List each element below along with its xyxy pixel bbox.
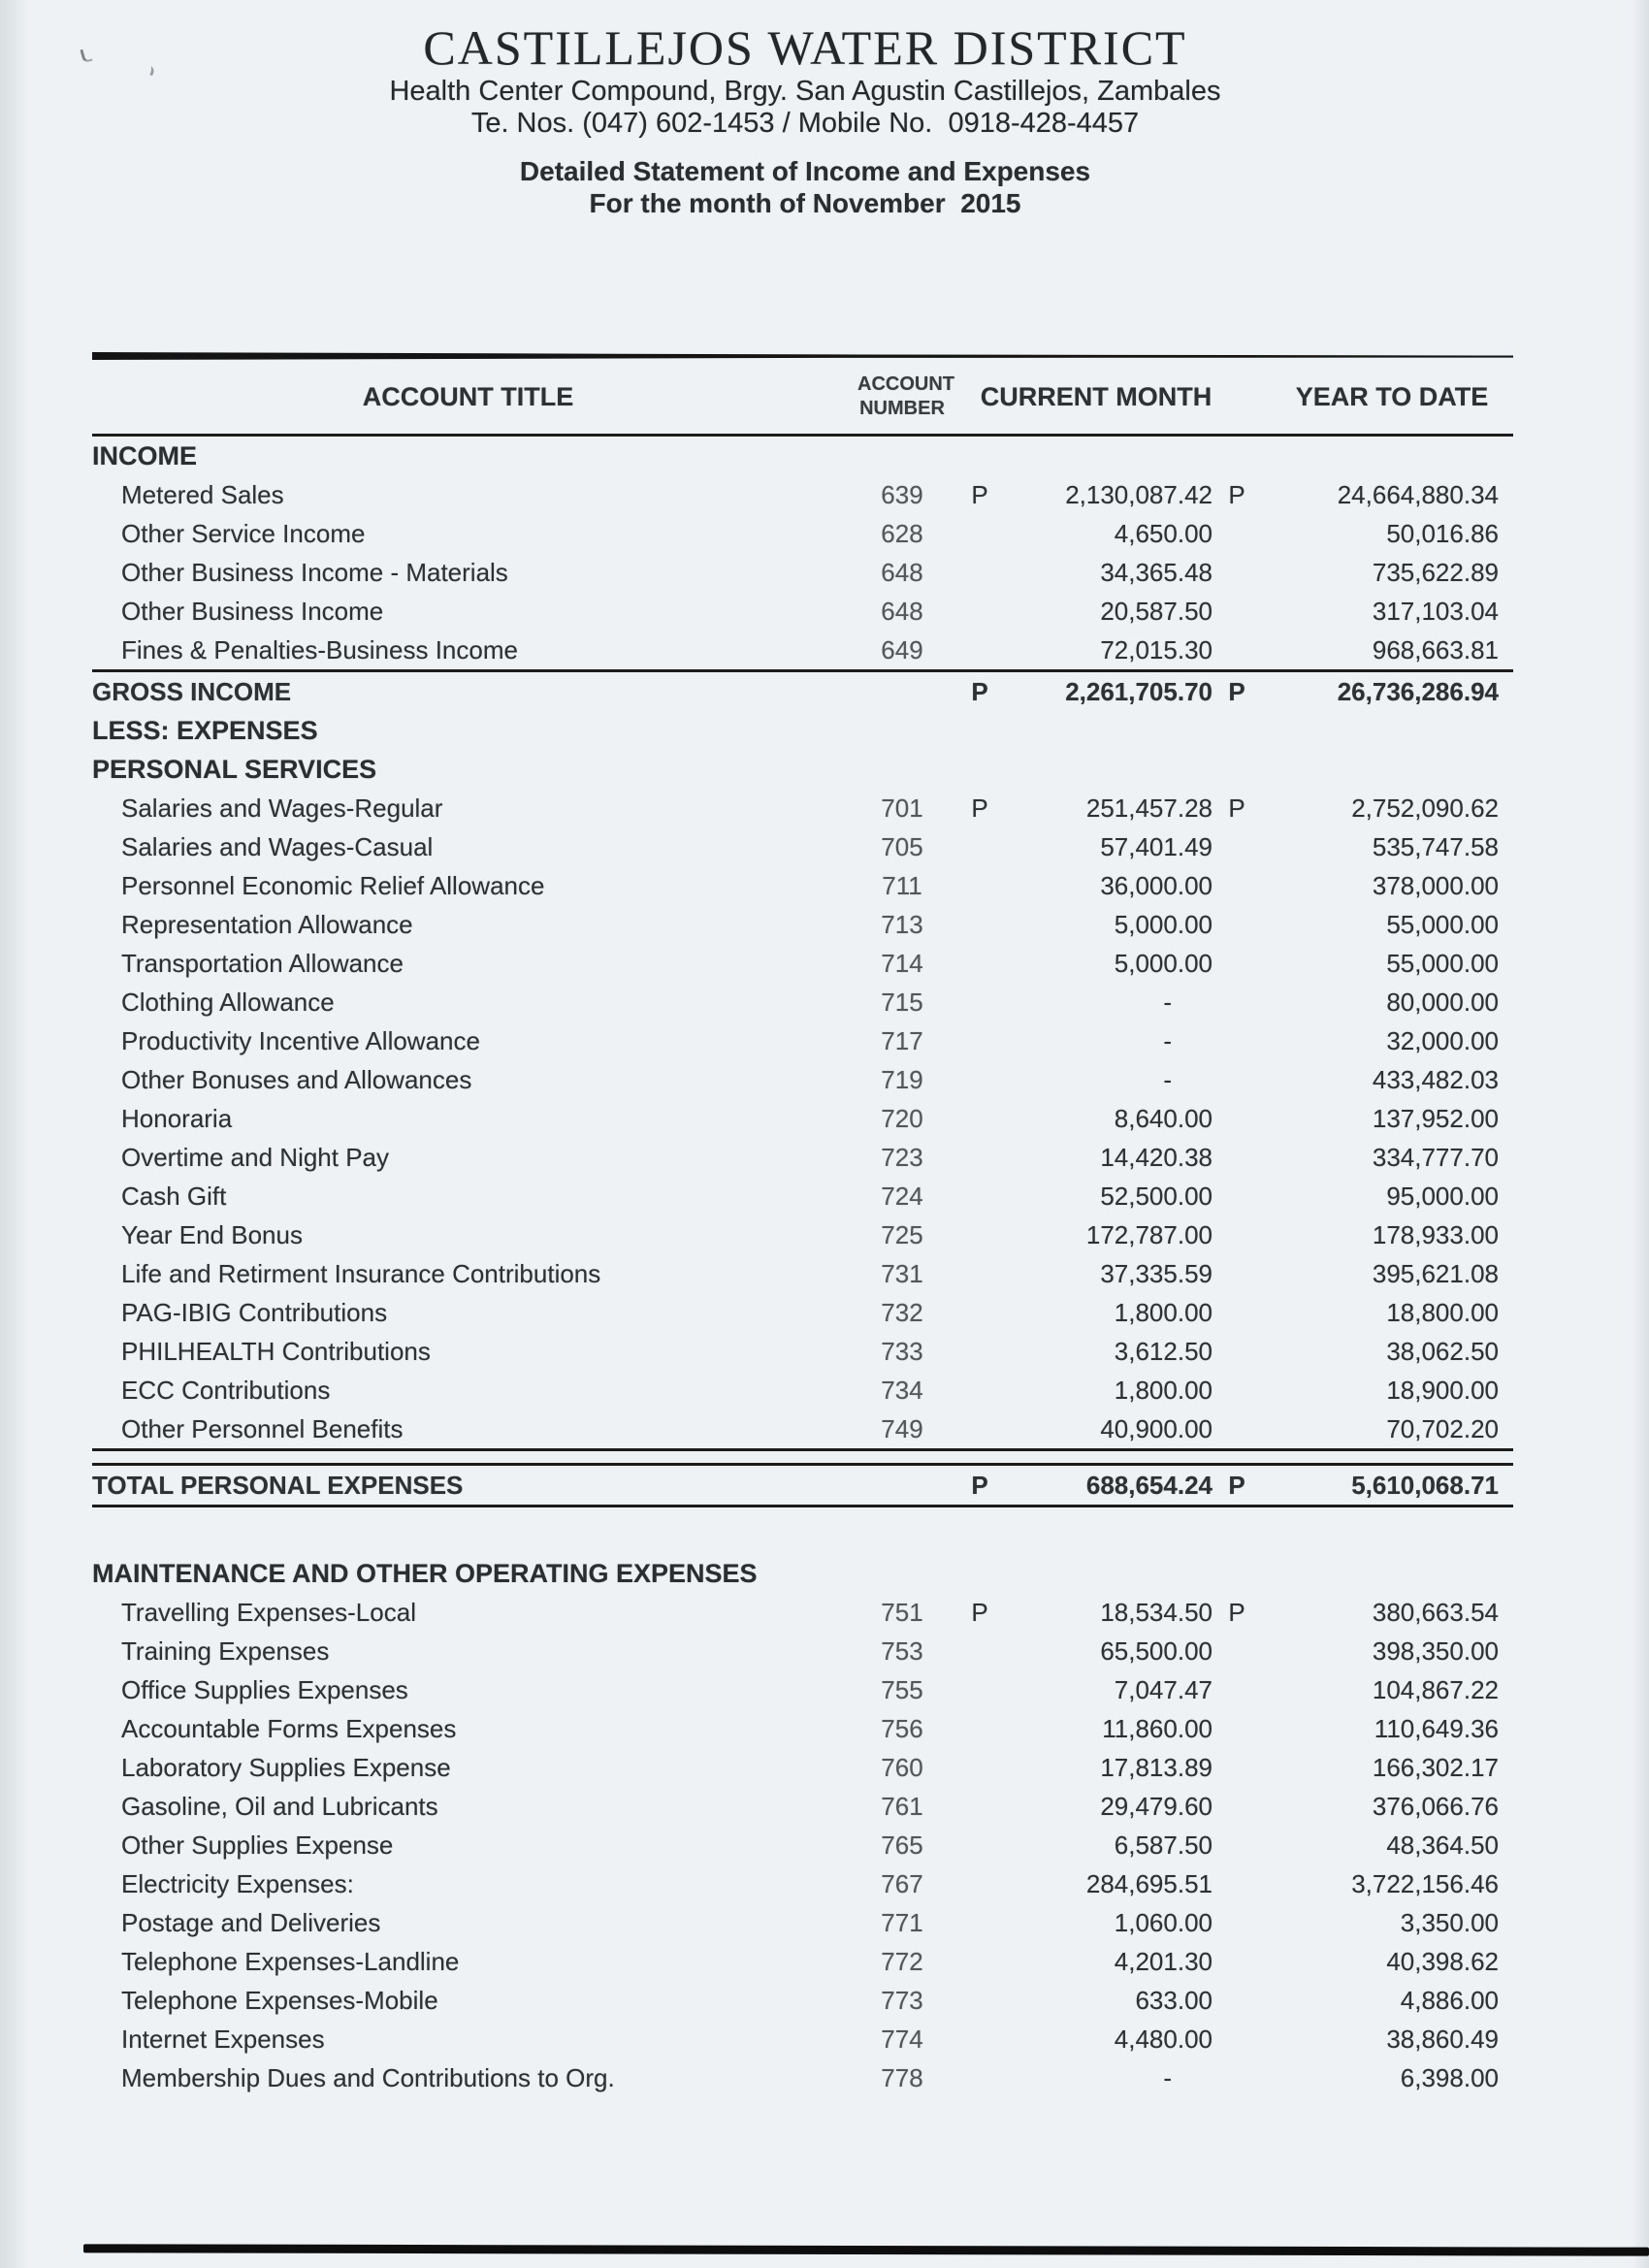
section-row bbox=[92, 711, 1513, 750]
row-account-number: 649 bbox=[881, 634, 923, 664]
row-account-number: 753 bbox=[881, 1636, 923, 1666]
row-account-number: 771 bbox=[881, 1907, 923, 1937]
row-account-number: 734 bbox=[881, 1375, 923, 1405]
year-to-date-value: 18,800.00 bbox=[1386, 1297, 1499, 1327]
table-row bbox=[92, 1942, 1513, 1981]
row-title: Other Supplies Expense bbox=[121, 1830, 394, 1860]
year-to-date-value: 968,663.81 bbox=[1372, 634, 1499, 664]
year-to-date-value: 178,933.00 bbox=[1372, 1219, 1499, 1249]
row-title: GROSS INCOME bbox=[92, 676, 292, 706]
year-to-date-value: 398,350.00 bbox=[1372, 1636, 1499, 1666]
organization-name: CASTILLEJOS WATER DISTRICT bbox=[423, 20, 1187, 75]
row-account-number: 723 bbox=[881, 1142, 923, 1172]
row-account-number: 628 bbox=[881, 518, 923, 548]
row-account-number: 648 bbox=[881, 596, 923, 626]
table-row bbox=[92, 475, 1513, 514]
table-row bbox=[92, 827, 1513, 866]
current-month-value: 633.00 bbox=[1135, 1985, 1212, 2015]
row-account-number: 719 bbox=[881, 1064, 923, 1094]
column-header-year-to-date: YEAR TO DATE bbox=[1295, 381, 1489, 411]
row-title: Other Business Income - Materials bbox=[121, 557, 508, 587]
year-to-date-value: 535,747.58 bbox=[1372, 831, 1499, 861]
year-to-date-value: 24,664,880.34 bbox=[1337, 479, 1499, 509]
row-title: Year End Bonus bbox=[121, 1219, 303, 1249]
statement-table bbox=[92, 352, 1513, 2097]
current-month-value: 34,365.48 bbox=[1100, 557, 1212, 587]
year-to-date-value: 6,398.00 bbox=[1400, 2062, 1499, 2092]
current-month-value: 8,640.00 bbox=[1114, 1103, 1212, 1133]
current-month-value: 36,000.00 bbox=[1100, 870, 1212, 900]
column-header-account-title: ACCOUNT TITLE bbox=[362, 381, 574, 411]
year-to-date-value: 55,000.00 bbox=[1386, 948, 1499, 978]
section-row bbox=[92, 1554, 1513, 1593]
table-row bbox=[92, 983, 1513, 1021]
scan-edge-shadow-right bbox=[1632, 0, 1649, 2268]
row-account-number: 760 bbox=[881, 1752, 923, 1782]
row-title: Productivity Incentive Allowance bbox=[121, 1025, 480, 1055]
year-to-date-value: 166,302.17 bbox=[1372, 1752, 1499, 1782]
row-title: Salaries and Wages-Regular bbox=[121, 793, 443, 823]
current-month-value: 251,457.28 bbox=[1085, 793, 1212, 823]
current-month-value: 18,534.50 bbox=[1100, 1597, 1212, 1627]
table-row bbox=[92, 514, 1513, 553]
year-to-date-value: 317,103.04 bbox=[1372, 596, 1499, 626]
year-to-date-value: 110,649.36 bbox=[1374, 1713, 1499, 1743]
year-to-date-value: 378,000.00 bbox=[1372, 870, 1499, 900]
table-row bbox=[92, 905, 1513, 944]
row-account-number: 756 bbox=[881, 1713, 923, 1743]
table-row bbox=[92, 631, 1513, 669]
row-account-number: 755 bbox=[881, 1674, 923, 1704]
year-to-date-value: 380,663.54 bbox=[1372, 1597, 1499, 1627]
row-title: Other Personnel Benefits bbox=[121, 1413, 404, 1443]
row-account-number: 749 bbox=[881, 1413, 923, 1443]
year-to-date-value: 70,702.20 bbox=[1386, 1413, 1499, 1443]
table-row bbox=[92, 1903, 1513, 1942]
currency-symbol: P bbox=[971, 1470, 988, 1500]
table-row bbox=[92, 1670, 1513, 1709]
row-title: Clothing Allowance bbox=[121, 987, 335, 1017]
row-title: Other Business Income bbox=[121, 596, 384, 626]
row-account-number: 767 bbox=[881, 1868, 923, 1898]
year-to-date-value: 38,860.49 bbox=[1386, 2024, 1499, 2054]
row-title: MAINTENANCE AND OTHER OPERATING EXPENSES bbox=[92, 1558, 758, 1588]
table-row bbox=[92, 1060, 1513, 1099]
table-row bbox=[92, 1099, 1513, 1138]
statement-rows bbox=[92, 437, 1513, 2097]
year-to-date-value: 3,722,156.46 bbox=[1351, 1868, 1499, 1898]
current-month-value: 14,420.38 bbox=[1100, 1142, 1212, 1172]
current-month-value: 284,695.51 bbox=[1085, 1868, 1212, 1898]
year-to-date-value: 80,000.00 bbox=[1386, 987, 1499, 1017]
row-title: Life and Retirment Insurance Contributions bbox=[121, 1258, 601, 1288]
table-row bbox=[92, 944, 1513, 983]
current-month-value: 4,480.00 bbox=[1114, 2024, 1212, 2054]
table-row bbox=[92, 1021, 1513, 1060]
year-to-date-value: 334,777.70 bbox=[1372, 1142, 1499, 1172]
table-top-border bbox=[92, 352, 1513, 360]
year-to-date-value: 4,886.00 bbox=[1400, 1985, 1499, 2015]
table-row bbox=[92, 2020, 1513, 2058]
row-account-number: 701 bbox=[881, 793, 923, 823]
row-title: LESS: EXPENSES bbox=[92, 715, 318, 745]
table-row bbox=[92, 1826, 1513, 1864]
row-title: ECC Contributions bbox=[121, 1375, 331, 1405]
currency-symbol: P bbox=[971, 676, 988, 706]
row-title: Overtime and Night Pay bbox=[121, 1142, 390, 1172]
currency-symbol: P bbox=[1228, 1597, 1245, 1627]
table-row bbox=[92, 553, 1513, 592]
row-account-number: 761 bbox=[881, 1791, 923, 1821]
year-to-date-value: 433,482.03 bbox=[1372, 1064, 1499, 1094]
table-row bbox=[92, 1177, 1513, 1215]
table-row bbox=[92, 592, 1513, 631]
table-row bbox=[92, 1981, 1513, 2020]
currency-symbol: P bbox=[1228, 793, 1245, 823]
current-month-value: 2,261,705.70 bbox=[1065, 676, 1212, 706]
year-to-date-value: 38,062.50 bbox=[1386, 1336, 1499, 1366]
table-row bbox=[92, 1709, 1513, 1748]
current-month-value: 4,201.30 bbox=[1114, 1946, 1212, 1976]
table-row bbox=[92, 1748, 1513, 1787]
table-header bbox=[92, 360, 1513, 434]
organization-contact: Te. Nos. (047) 602-1453 / Mobile No. 0918-428-4457 bbox=[470, 108, 1140, 139]
current-month-value: 7,047.47 bbox=[1114, 1674, 1212, 1704]
document-title: Detailed Statement of Income and Expenses bbox=[519, 156, 1091, 186]
current-month-value: 1,800.00 bbox=[1114, 1375, 1212, 1405]
current-month-value: 11,860.00 bbox=[1102, 1713, 1212, 1743]
currency-symbol: P bbox=[1228, 1470, 1245, 1500]
currency-symbol: P bbox=[1228, 676, 1245, 706]
year-to-date-value: 55,000.00 bbox=[1386, 909, 1499, 939]
row-account-number: 724 bbox=[881, 1181, 923, 1211]
table-double-rule bbox=[92, 1448, 1513, 1466]
table-row bbox=[92, 1787, 1513, 1826]
table-row bbox=[92, 1254, 1513, 1293]
row-title: Cash Gift bbox=[121, 1181, 227, 1211]
current-month-value: 3,612.50 bbox=[1114, 1336, 1212, 1366]
row-account-number: 751 bbox=[881, 1597, 923, 1627]
currency-symbol: P bbox=[971, 479, 988, 509]
current-month-value: 1,800.00 bbox=[1114, 1297, 1212, 1327]
current-month-value: 4,650.00 bbox=[1114, 518, 1212, 548]
table-row bbox=[92, 1409, 1513, 1448]
table-row bbox=[92, 789, 1513, 827]
year-to-date-value: 18,900.00 bbox=[1386, 1375, 1499, 1405]
row-account-number: 725 bbox=[881, 1219, 923, 1249]
year-to-date-value: 5,610,068.71 bbox=[1351, 1470, 1499, 1500]
column-header-current-month: CURRENT MONTH bbox=[980, 381, 1212, 411]
row-account-number: 772 bbox=[881, 1946, 923, 1976]
row-title: PAG-IBIG Contributions bbox=[121, 1297, 388, 1327]
year-to-date-value: 376,066.76 bbox=[1372, 1791, 1499, 1821]
current-month-value: 172,787.00 bbox=[1085, 1219, 1212, 1249]
year-to-date-value: 3,350.00 bbox=[1400, 1907, 1499, 1937]
row-title: Transportation Allowance bbox=[121, 948, 404, 978]
current-month-value: 20,587.50 bbox=[1100, 596, 1212, 626]
row-title: PERSONAL SERVICES bbox=[92, 754, 377, 784]
row-account-number: 705 bbox=[881, 831, 923, 861]
currency-symbol: P bbox=[971, 793, 988, 823]
current-month-value: 6,587.50 bbox=[1114, 1830, 1212, 1860]
table-row bbox=[92, 2058, 1513, 2097]
row-title: Other Service Income bbox=[121, 518, 366, 548]
row-title: INCOME bbox=[92, 440, 197, 470]
table-row bbox=[92, 1138, 1513, 1177]
row-account-number: 765 bbox=[881, 1830, 923, 1860]
year-to-date-value: 2,752,090.62 bbox=[1351, 793, 1499, 823]
row-title: Telephone Expenses-Mobile bbox=[121, 1985, 438, 2015]
row-title: Training Expenses bbox=[121, 1636, 330, 1666]
row-account-number: 717 bbox=[881, 1025, 923, 1055]
row-account-number: 733 bbox=[881, 1336, 923, 1366]
column-header-account-number: ACCOUNT NUMBER bbox=[857, 373, 954, 419]
row-account-number: 639 bbox=[881, 479, 923, 509]
current-month-value: 52,500.00 bbox=[1100, 1181, 1212, 1211]
currency-symbol: P bbox=[1228, 479, 1245, 509]
row-title: Travelling Expenses-Local bbox=[121, 1597, 416, 1627]
current-month-value: 29,479.60 bbox=[1100, 1791, 1212, 1821]
row-title: Internet Expenses bbox=[121, 2024, 325, 2054]
current-month-value: 2,130,087.42 bbox=[1065, 479, 1212, 509]
table-row bbox=[92, 1864, 1513, 1903]
year-to-date-value: 26,736,286.94 bbox=[1337, 676, 1499, 706]
row-title: Telephone Expenses-Landline bbox=[121, 1946, 460, 1976]
table-row bbox=[92, 1293, 1513, 1332]
table-row bbox=[92, 1593, 1513, 1632]
year-to-date-value: 32,000.00 bbox=[1386, 1025, 1499, 1055]
year-to-date-value: 137,952.00 bbox=[1372, 1103, 1499, 1133]
current-month-value: 688,654.24 bbox=[1085, 1470, 1212, 1500]
document-period: For the month of November 2015 bbox=[589, 188, 1021, 218]
year-to-date-value: 735,622.89 bbox=[1372, 557, 1499, 587]
row-title: Electricity Expenses: bbox=[121, 1868, 354, 1898]
row-title: Fines & Penalties-Business Income bbox=[121, 634, 518, 664]
year-to-date-value: 395,621.08 bbox=[1372, 1258, 1499, 1288]
scan-edge-shadow-left bbox=[0, 0, 29, 2268]
table-spacer bbox=[92, 1507, 1513, 1554]
year-to-date-value: 40,398.62 bbox=[1386, 1946, 1499, 1976]
row-title: PHILHEALTH Contributions bbox=[121, 1336, 431, 1366]
current-month-value: - bbox=[1163, 987, 1172, 1017]
current-month-value: 72,015.30 bbox=[1100, 634, 1212, 664]
table-row bbox=[92, 1632, 1513, 1670]
section-row bbox=[92, 750, 1513, 789]
table-row bbox=[92, 866, 1513, 905]
scan-artifact-line bbox=[83, 2244, 1649, 2255]
row-title: Metered Sales bbox=[121, 479, 284, 509]
year-to-date-value: 104,867.22 bbox=[1372, 1674, 1499, 1704]
organization-address: Health Center Compound, Brgy. San Agustin Castillejos, Zambales bbox=[389, 76, 1221, 107]
table-row bbox=[92, 1371, 1513, 1409]
current-month-value: 5,000.00 bbox=[1114, 909, 1212, 939]
row-account-number: 774 bbox=[881, 2024, 923, 2054]
row-account-number: 778 bbox=[881, 2062, 923, 2092]
row-title: Postage and Deliveries bbox=[121, 1907, 381, 1937]
current-month-value: 37,335.59 bbox=[1100, 1258, 1212, 1288]
row-title: Representation Allowance bbox=[121, 909, 413, 939]
total-row bbox=[92, 1466, 1513, 1505]
row-title: Accountable Forms Expenses bbox=[121, 1713, 457, 1743]
row-account-number: 720 bbox=[881, 1103, 923, 1133]
table-row bbox=[92, 1332, 1513, 1371]
row-title: Gasoline, Oil and Lubricants bbox=[121, 1791, 438, 1821]
row-account-number: 715 bbox=[881, 987, 923, 1017]
row-title: Salaries and Wages-Casual bbox=[121, 831, 434, 861]
year-to-date-value: 50,016.86 bbox=[1386, 518, 1499, 548]
currency-symbol: P bbox=[971, 1597, 988, 1627]
table-row bbox=[92, 1215, 1513, 1254]
row-title: Membership Dues and Contributions to Org. bbox=[121, 2062, 615, 2092]
current-month-value: - bbox=[1163, 2062, 1172, 2092]
current-month-value: - bbox=[1163, 1025, 1172, 1055]
current-month-value: 65,500.00 bbox=[1100, 1636, 1212, 1666]
section-row bbox=[92, 437, 1513, 475]
row-title: Laboratory Supplies Expense bbox=[121, 1752, 451, 1782]
current-month-value: 5,000.00 bbox=[1114, 948, 1212, 978]
row-account-number: 714 bbox=[881, 948, 923, 978]
row-account-number: 713 bbox=[881, 909, 923, 939]
row-title: TOTAL PERSONAL EXPENSES bbox=[92, 1470, 464, 1500]
row-account-number: 648 bbox=[881, 557, 923, 587]
year-to-date-value: 95,000.00 bbox=[1386, 1181, 1499, 1211]
row-account-number: 711 bbox=[882, 870, 922, 900]
current-month-value: 17,813.89 bbox=[1100, 1752, 1212, 1782]
current-month-value: 1,060.00 bbox=[1114, 1907, 1212, 1937]
row-title: Other Bonuses and Allowances bbox=[121, 1064, 472, 1094]
row-title: Honoraria bbox=[121, 1103, 233, 1133]
current-month-value: 40,900.00 bbox=[1100, 1413, 1212, 1443]
total-row bbox=[92, 672, 1513, 711]
row-title: Personnel Economic Relief Allowance bbox=[121, 870, 545, 900]
current-month-value: - bbox=[1163, 1064, 1172, 1094]
row-account-number: 773 bbox=[881, 1985, 923, 2015]
row-title: Office Supplies Expenses bbox=[121, 1674, 408, 1704]
row-account-number: 731 bbox=[881, 1258, 923, 1288]
row-account-number: 732 bbox=[881, 1297, 923, 1327]
year-to-date-value: 48,364.50 bbox=[1386, 1830, 1499, 1860]
current-month-value: 57,401.49 bbox=[1100, 831, 1212, 861]
